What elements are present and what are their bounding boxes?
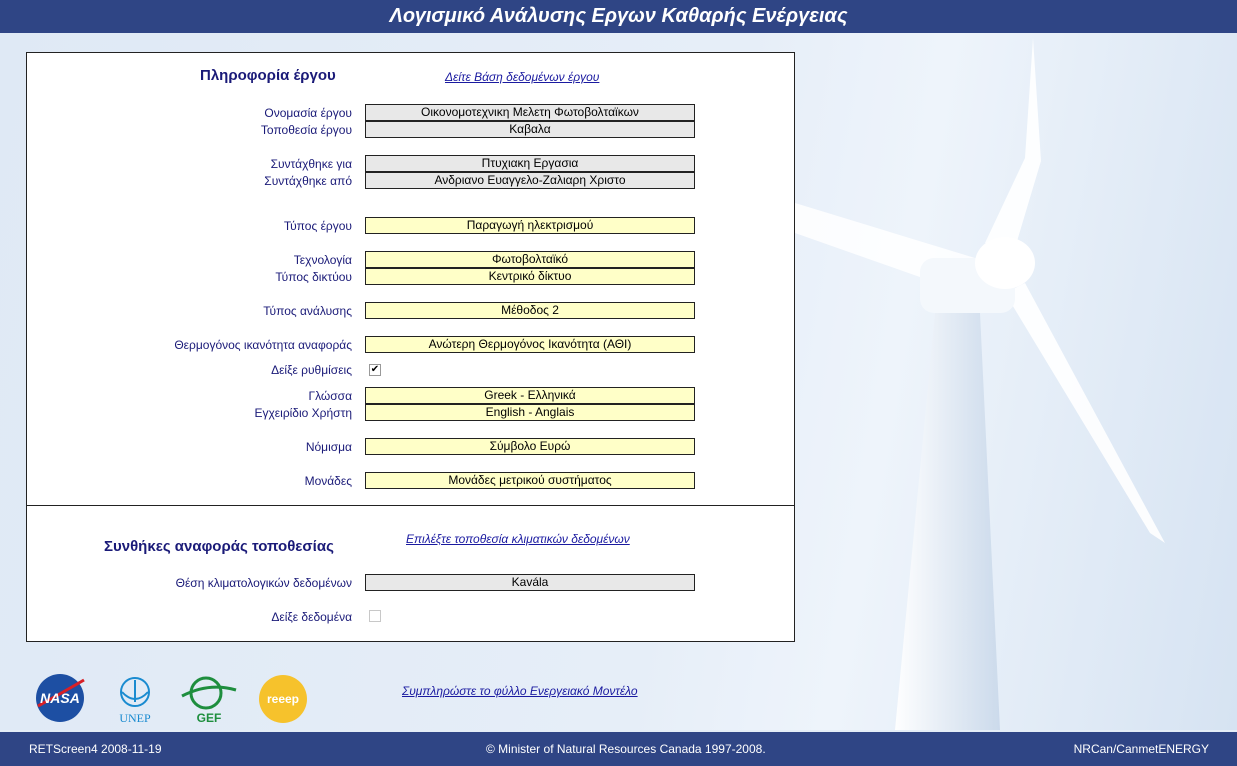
nasa-logo bbox=[34, 672, 86, 724]
technology-label: Τεχνολογία bbox=[293, 253, 352, 267]
show-data-checkbox[interactable] bbox=[369, 610, 381, 622]
grid-type-select[interactable]: Κεντρικό δίκτυο bbox=[365, 268, 695, 285]
climate-location-link[interactable]: Επιλέξτε τοποθεσία κλιματικών δεδομένων bbox=[406, 532, 630, 546]
show-data-label: Δείξε δεδομένα bbox=[271, 610, 352, 624]
heating-value-label: Θερμογόνος ικανότητα αναφοράς bbox=[174, 338, 352, 352]
footer-bar bbox=[0, 732, 1237, 766]
units-label: Μονάδες bbox=[304, 474, 352, 488]
project-panel bbox=[26, 52, 795, 642]
analysis-type-label: Τύπος ανάλυσης bbox=[263, 304, 352, 318]
unep-logo-text: UNEP bbox=[119, 711, 151, 725]
show-settings-checkbox[interactable]: ✔ bbox=[370, 364, 380, 375]
site-conditions-heading: Συνθήκες αναφοράς τοποθεσίας bbox=[104, 538, 334, 555]
gef-logo bbox=[180, 674, 238, 726]
nasa-logo-text: NASA bbox=[40, 690, 80, 706]
climate-location-label: Θέση κλιματολογικών δεδομένων bbox=[175, 576, 352, 590]
section-divider bbox=[27, 505, 794, 506]
reeep-logo bbox=[258, 674, 308, 724]
unep-logo bbox=[108, 672, 162, 726]
project-info-heading: Πληροφορία έργου bbox=[200, 67, 336, 84]
show-settings-label: Δείξε ρυθμίσεις bbox=[271, 363, 352, 377]
language-select[interactable]: Greek - Ελληνικά bbox=[365, 387, 695, 404]
reeep-logo-text: reeep bbox=[266, 692, 300, 706]
climate-location-field[interactable]: Kavála bbox=[365, 574, 695, 591]
analysis-type-select[interactable]: Μέθοδος 2 bbox=[365, 302, 695, 319]
language-label: Γλώσσα bbox=[308, 389, 352, 403]
grid-type-label: Τύπος δικτύου bbox=[275, 270, 352, 284]
footer-copyright: © Minister of Natural Resources Canada 1997-2008. bbox=[486, 742, 766, 756]
app-title: Λογισμικό Ανάλυσης Εργων Καθαρής Ενέργειας bbox=[0, 0, 1237, 33]
prepared-by-label: Συντάχθηκε από bbox=[264, 174, 352, 188]
energy-model-link[interactable]: Συμπληρώστε το φύλλο Ενεργειακό Μοντέλο bbox=[402, 684, 638, 698]
project-name-label: Ονομασία έργου bbox=[264, 106, 352, 120]
footer-org: NRCan/CanmetENERGY bbox=[1073, 742, 1209, 756]
heating-value-select[interactable]: Ανώτερη Θερμογόνος Ικανότητα (ΑΘΙ) bbox=[365, 336, 695, 353]
wind-turbine-image bbox=[795, 33, 1237, 730]
gef-logo-text: GEF bbox=[196, 711, 222, 725]
project-type-label: Τύπος έργου bbox=[283, 219, 352, 233]
currency-label: Νόμισμα bbox=[305, 440, 352, 454]
units-select[interactable]: Μονάδες μετρικού συστήματος bbox=[365, 472, 695, 489]
project-location-field[interactable]: Καβαλα bbox=[365, 121, 695, 138]
currency-select[interactable]: Σύμβολο Ευρώ bbox=[365, 438, 695, 455]
project-database-link[interactable]: Δείτε Βάση δεδομένων έργου bbox=[445, 70, 600, 84]
prepared-for-label: Συντάχθηκε για bbox=[270, 157, 352, 171]
user-manual-select[interactable]: English - Anglais bbox=[365, 404, 695, 421]
project-name-field[interactable]: Οικονομοτεχνικη Μελετη Φωτοβολταϊκων bbox=[365, 104, 695, 121]
user-manual-label: Εγχειρίδιο Χρήστη bbox=[254, 406, 352, 420]
prepared-by-field[interactable]: Ανδριανο Ευαγγελο-Ζαλιαρη Χριστο bbox=[365, 172, 695, 189]
technology-select[interactable]: Φωτοβολταϊκό bbox=[365, 251, 695, 268]
project-type-select[interactable]: Παραγωγή ηλεκτρισμού bbox=[365, 217, 695, 234]
project-location-label: Τοποθεσία έργου bbox=[260, 123, 352, 137]
footer-version: RETScreen4 2008-11-19 bbox=[29, 742, 162, 756]
prepared-for-field[interactable]: Πτυχιακη Εργασια bbox=[365, 155, 695, 172]
